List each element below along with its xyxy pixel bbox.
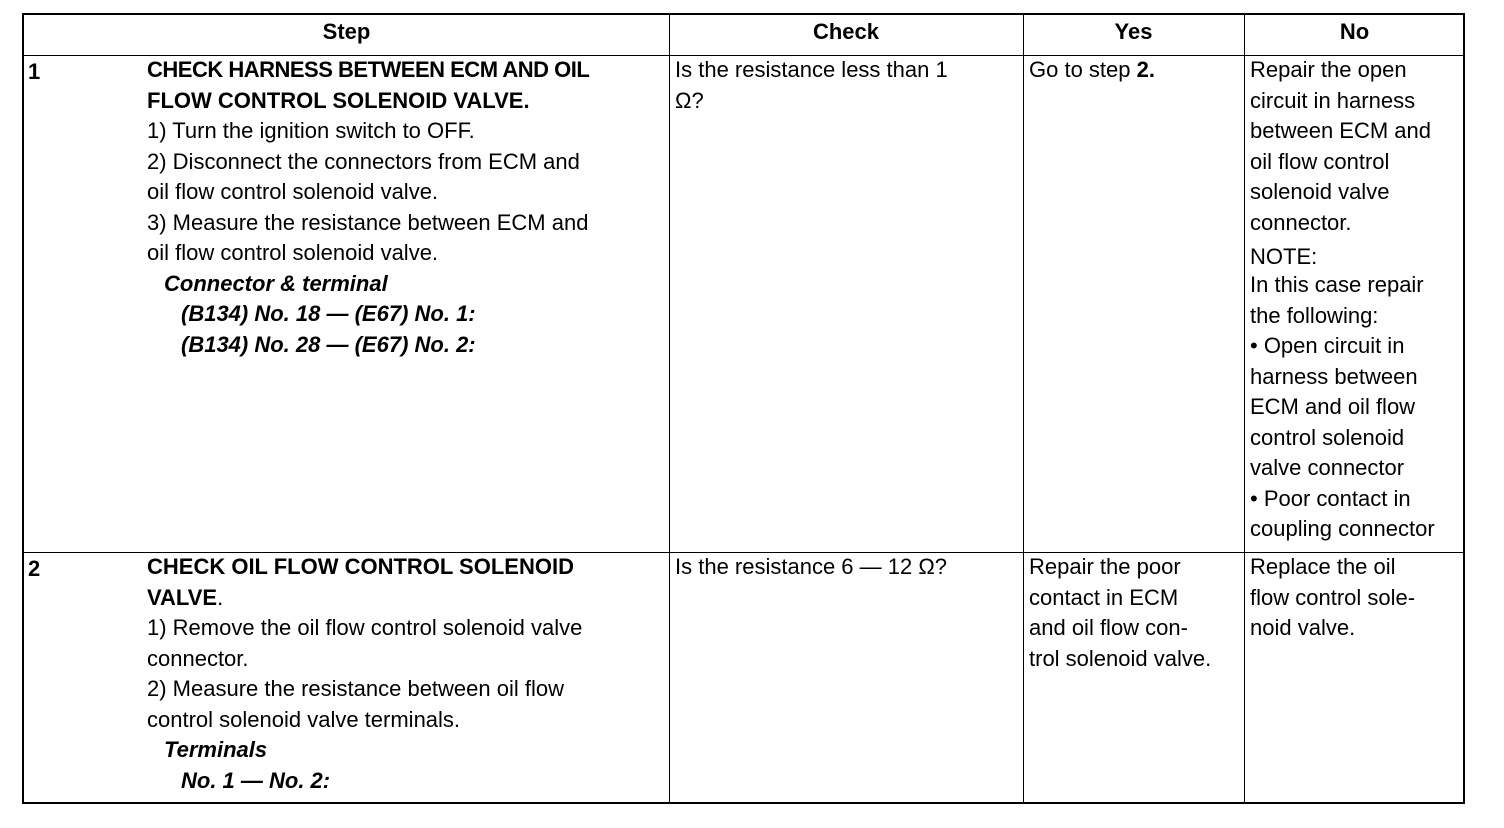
row-1-line: oil flow control solenoid valve.	[147, 240, 439, 265]
row-2-no	[1250, 552, 1465, 644]
diagnostic-table	[22, 13, 1465, 804]
row-1-no-line: connector.	[1250, 209, 1352, 235]
row-2-yes-line: Repair the poor	[1029, 554, 1181, 579]
header-step: Step	[322, 19, 371, 44]
row-1-title-line-2: FLOW CONTROL SOLENOID VALVE.	[147, 87, 530, 113]
row-1-no-line: solenoid valve	[1250, 179, 1390, 204]
row-1-terminal-line: (B134) No. 18 — (E67) No. 1:	[181, 301, 476, 326]
column-divider	[669, 15, 670, 802]
row-2-yes-line: and oil flow con-	[1029, 615, 1188, 640]
row-1-check-line-1: Is the resistance less than 1	[675, 57, 948, 82]
row-2-yes-line: contact in ECM	[1029, 584, 1179, 610]
row-1-no-line: between ECM and	[1250, 118, 1431, 143]
row-2-title-line-2: VALVE	[147, 584, 218, 610]
row-1-step-number: 1	[28, 59, 41, 84]
row-2-step-content	[147, 552, 667, 796]
header-yes: Yes	[1114, 19, 1153, 44]
row-1-note-line: coupling connector	[1250, 516, 1435, 541]
row-1-yes-text: Go to step	[1029, 57, 1137, 82]
row-2-title-line-1: CHECK OIL FLOW CONTROL SOLENOID	[147, 554, 574, 579]
row-1-no-line: circuit in harness	[1250, 87, 1416, 113]
row-2-no-line: flow control sole-	[1250, 584, 1416, 610]
row-2-line: 2) Measure the resistance between oil flow	[147, 676, 564, 701]
row-1-note-line: the following:	[1250, 302, 1379, 328]
row-1-note-label: NOTE:	[1250, 244, 1318, 269]
row-1-check-line-2: Ω?	[675, 87, 704, 113]
row-1-check	[675, 55, 1020, 116]
row-1-no	[1250, 55, 1465, 545]
row-1-line: 1) Turn the ignition switch to OFF.	[147, 118, 475, 143]
row-1-note-line: harness between	[1250, 363, 1418, 389]
row-1-yes	[1029, 55, 1241, 86]
row-1-no-line: Repair the open	[1250, 57, 1407, 82]
row-1-note-line: In this case repair	[1250, 272, 1424, 297]
column-divider	[1244, 15, 1245, 802]
row-2-check	[675, 552, 1020, 583]
row-2-yes-line: trol solenoid valve.	[1029, 645, 1212, 671]
row-2-line: control solenoid valve terminals.	[147, 706, 461, 732]
row-2-no-line: Replace the oil	[1250, 554, 1396, 579]
row-2-no-line: noid valve.	[1250, 615, 1356, 640]
row-1-note-line: valve connector	[1250, 455, 1405, 480]
row-1-line: 2) Disconnect the connectors from ECM and	[147, 148, 580, 174]
row-1-note-line: • Poor contact in	[1250, 485, 1411, 511]
header-check: Check	[812, 19, 880, 44]
row-2-subheading: Terminals	[164, 737, 268, 762]
column-divider	[1023, 15, 1024, 802]
row-1-title-line-1: CHECK HARNESS BETWEEN ECM AND OIL	[147, 57, 590, 82]
row-1-line: 3) Measure the resistance between ECM and	[147, 209, 589, 235]
row-2-title-period: .	[217, 584, 224, 610]
row-1-note-line: control solenoid	[1250, 424, 1405, 450]
row-1-subheading: Connector & terminal	[164, 270, 388, 296]
row-1-step-content	[147, 55, 667, 360]
header-no: No	[1339, 19, 1370, 44]
row-2-terminal-line: No. 1 — No. 2:	[181, 767, 331, 793]
row-1-yes-step: 2.	[1136, 57, 1155, 82]
row-1-no-line: oil flow control	[1250, 148, 1390, 174]
row-2-yes	[1029, 552, 1243, 674]
row-2-line: 1) Remove the oil flow control solenoid valve	[147, 615, 583, 640]
row-1-terminal-line: (B134) No. 28 — (E67) No. 2:	[181, 331, 476, 357]
row-1-note-line: ECM and oil flow	[1250, 394, 1416, 419]
row-2-step-number: 2	[28, 556, 41, 581]
row-2-line: connector.	[147, 645, 249, 671]
row-2-check-line-1: Is the resistance 6 — 12 Ω?	[675, 554, 948, 579]
row-1-note-line: • Open circuit in	[1250, 333, 1405, 358]
row-1-line: oil flow control solenoid valve.	[147, 179, 439, 204]
